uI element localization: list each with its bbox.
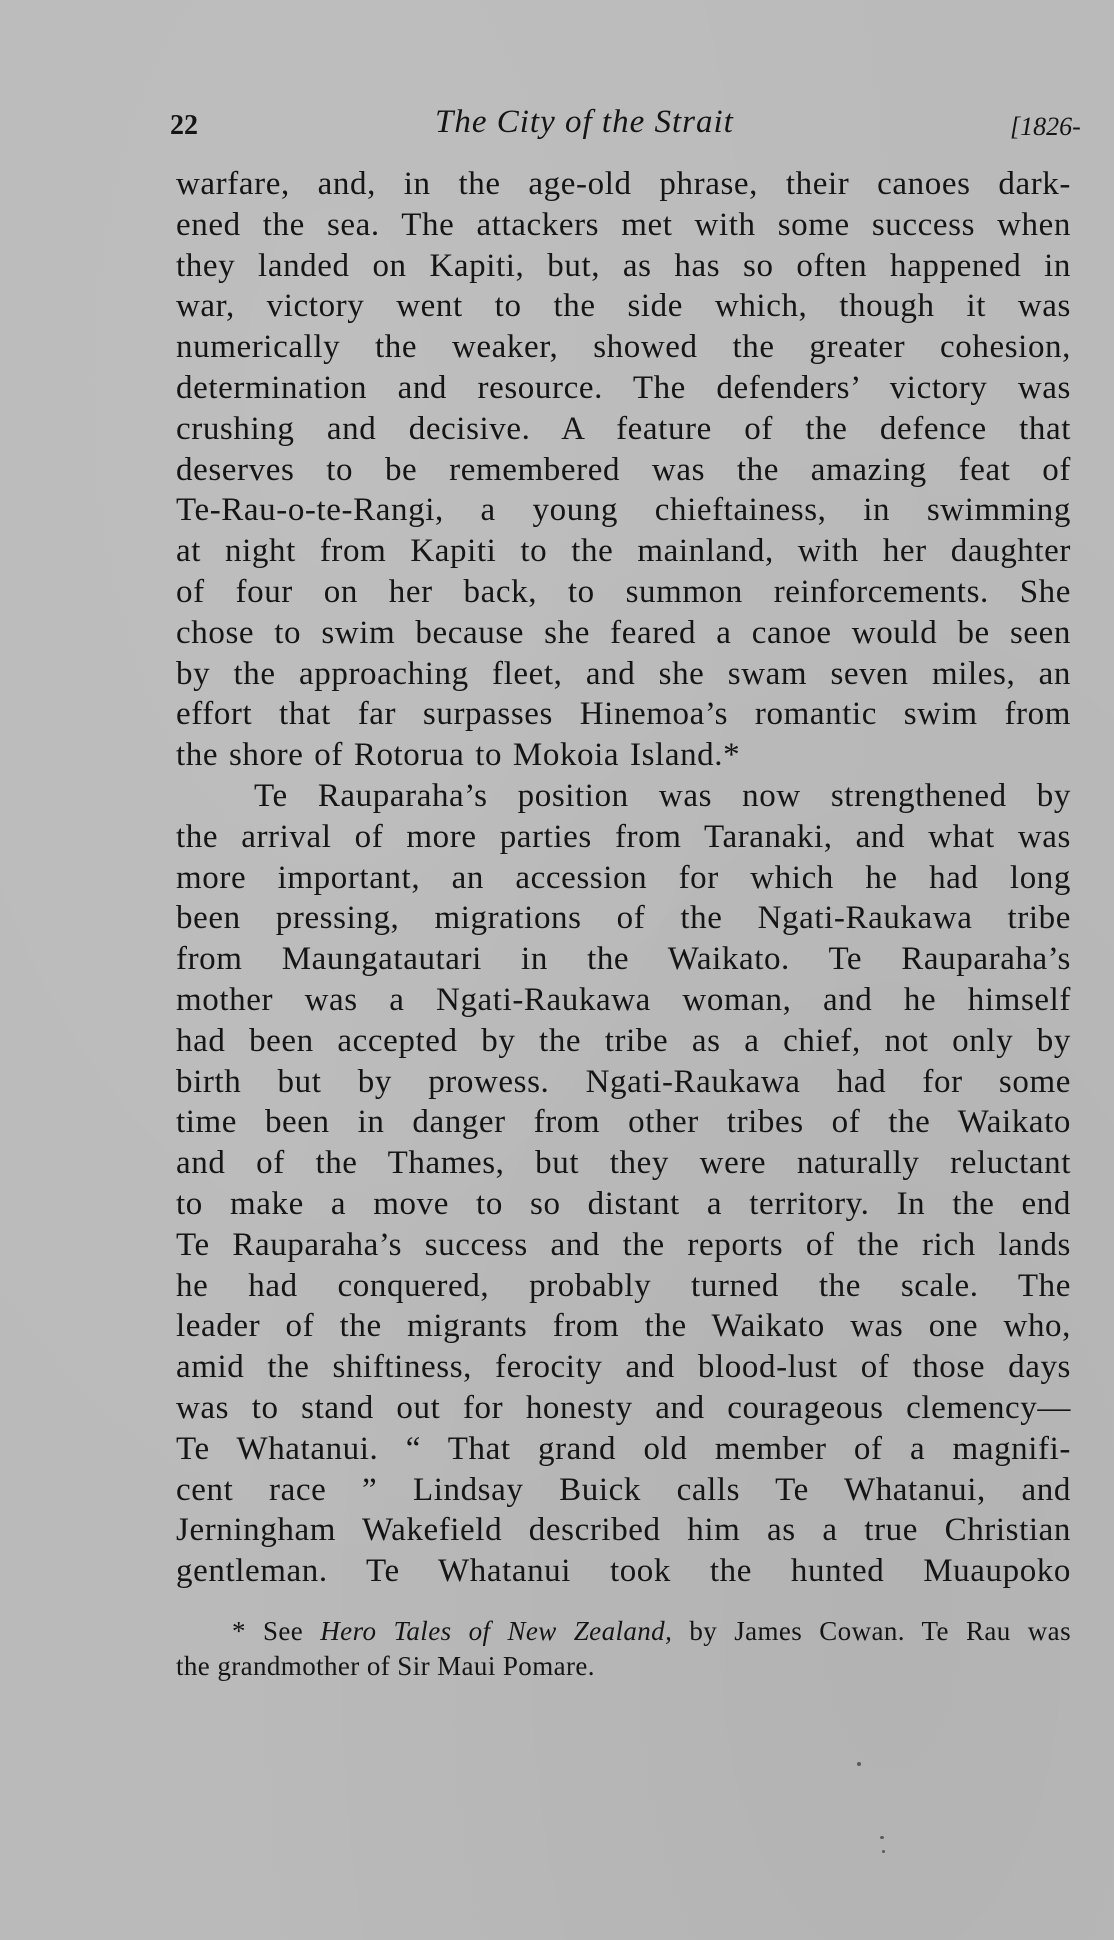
- text-line: Te Whatanui. “ That grand old member of a magnifi-: [176, 1430, 1071, 1467]
- text-line: mother was a Ngati-Raukawa woman, and he himself: [176, 981, 1071, 1018]
- text-line: determination and resource. The defenders’ victory was: [176, 369, 1071, 406]
- footnote: [176, 1614, 1071, 1684]
- text-line: leader of the migrants from the Waikato was one who,: [176, 1308, 1071, 1345]
- text-line: to make a move to so distant a territory. In the end: [176, 1185, 1071, 1222]
- paper-speck: [882, 1850, 885, 1853]
- text-line: deserves to be remembered was the amazing feat of: [176, 451, 1071, 488]
- text-line: ened the sea. The attackers met with some success when: [176, 206, 1071, 243]
- date-mark: [1826-: [1010, 112, 1081, 141]
- footnote-see-label: See: [263, 1616, 304, 1646]
- footnote-mark: *: [232, 1616, 246, 1646]
- text-line: Te-Rau-o-te-Rangi, a young chieftainess, in swimming: [176, 492, 1071, 529]
- text-line: effort that far surpasses Hinemoa’s romantic swim from: [176, 696, 1071, 733]
- text-line: cent race ” Lindsay Buick calls Te Whatanui, and: [176, 1471, 1071, 1508]
- text-line: more important, an accession for which he had long: [176, 859, 1071, 896]
- text-line: amid the shiftiness, ferocity and blood-lust of those days: [176, 1349, 1071, 1386]
- text-line: was to stand out for honesty and courageous clemency—: [176, 1389, 1071, 1426]
- footnote-book-title: Hero Tales of New Zealand,: [320, 1616, 673, 1646]
- text-line: numerically the weaker, showed the greater cohesion,: [176, 329, 1071, 366]
- footnote-line1-rest: by James Cowan. Te Rau was: [689, 1616, 1071, 1646]
- text-line: the shore of Rotorua to Mokoia Island.*: [176, 737, 741, 774]
- text-line: Te Rauparaha’s position was now strengthened by: [254, 777, 1071, 814]
- body-text: [176, 164, 1071, 1592]
- text-line: crushing and decisive. A feature of the defence that: [176, 410, 1071, 447]
- footnote-line: [176, 1614, 1071, 1649]
- text-line: time been in danger from other tribes of the Waikato: [176, 1104, 1071, 1141]
- text-line: the arrival of more parties from Taranaki, and what was: [176, 818, 1071, 855]
- text-line: he had conquered, probably turned the scale. The: [176, 1267, 1071, 1304]
- text-line: from Maungatautari in the Waikato. Te Rauparaha’s: [176, 941, 1071, 978]
- text-line: had been accepted by the tribe as a chief, not only by: [176, 1022, 1071, 1059]
- page-header: [170, 104, 1081, 152]
- text-line: and of the Thames, but they were naturally reluctant: [176, 1145, 1071, 1182]
- text-line: birth but by prowess. Ngati-Raukawa had for some: [176, 1063, 1071, 1100]
- text-line: they landed on Kapiti, but, as has so often happened in: [176, 247, 1071, 284]
- text-line: war, victory went to the side which, though it was: [176, 288, 1071, 325]
- text-line: at night from Kapiti to the mainland, with her daughter: [176, 533, 1071, 570]
- text-line: Te Rauparaha’s success and the reports of the rich lands: [176, 1226, 1071, 1263]
- paper-speck: [857, 1762, 861, 1766]
- text-line: by the approaching fleet, and she swam seven miles, an: [176, 655, 1071, 692]
- footnote-line: the grandmother of Sir Maui Pomare.: [176, 1651, 595, 1681]
- text-line: of four on her back, to summon reinforcements. She: [176, 573, 1071, 610]
- text-line: warfare, and, in the age-old phrase, their canoes dark-: [176, 166, 1071, 202]
- page-number: 22: [170, 110, 198, 141]
- text-line: gentleman. Te Whatanui took the hunted Muaupoko: [176, 1553, 1071, 1590]
- paper-speck: [880, 1836, 884, 1839]
- text-line: Jerningham Wakefield described him as a true Christian: [176, 1512, 1071, 1549]
- text-line: been pressing, migrations of the Ngati-Raukawa tribe: [176, 900, 1071, 937]
- text-line: chose to swim because she feared a canoe would be seen: [176, 614, 1071, 651]
- running-title: The City of the Strait: [435, 104, 734, 140]
